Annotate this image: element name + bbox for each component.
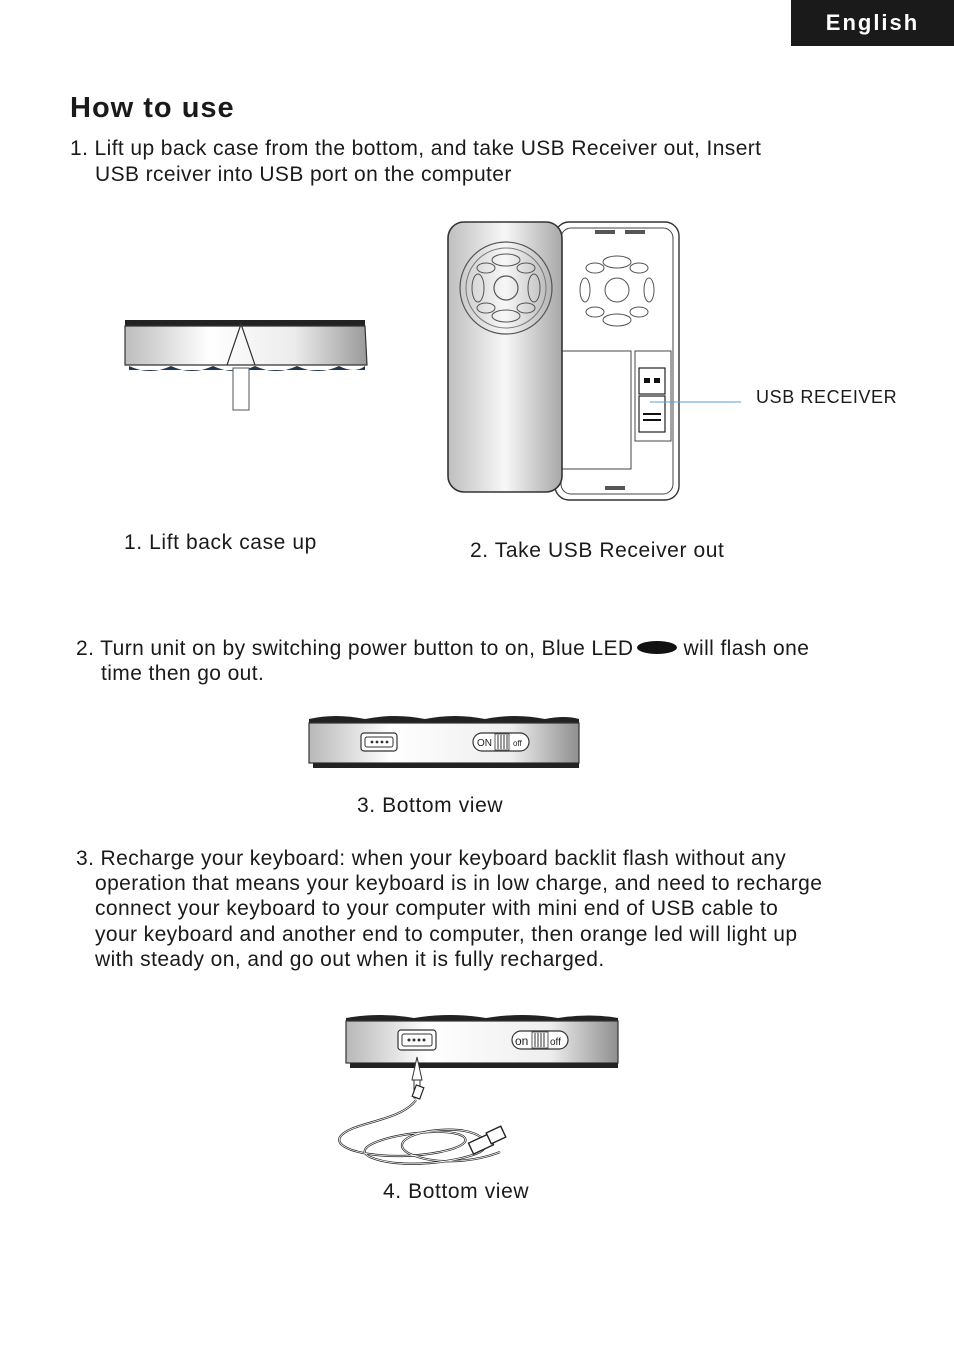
caption-bottom-view-3: 3. Bottom view	[357, 794, 504, 817]
blue-led-icon	[637, 641, 677, 654]
bottom-view-illustration	[305, 713, 585, 773]
switch-on-label: ON	[477, 738, 492, 749]
caption-lift-back-case: 1. Lift back case up	[124, 531, 317, 554]
lift-back-case-illustration	[115, 310, 375, 420]
device-back-illustration	[445, 218, 685, 508]
step3-line4: your keyboard and another end to computer, then orange led will light up	[95, 923, 798, 946]
page-title: How to use	[70, 92, 235, 124]
step3-line5: with steady on, and go out when it is fully recharged.	[95, 948, 605, 971]
language-tab: English	[791, 0, 954, 46]
step3-line2: operation that means your keyboard is in low charge, and need to recharge	[95, 872, 823, 895]
switch-off-label: off	[513, 739, 522, 748]
step2-line1	[76, 636, 809, 662]
bottom-view-charging-illustration	[330, 1012, 630, 1172]
step1-line2: USB rceiver into USB port on the computer	[95, 163, 512, 186]
step2-line1-start: 2. Turn unit on by switching power button to on, Blue LED	[76, 637, 634, 660]
caption-take-receiver: 2. Take USB Receiver out	[470, 539, 725, 562]
caption-bottom-view-4: 4. Bottom view	[383, 1180, 530, 1203]
switch-on-label-2: on	[515, 1034, 529, 1048]
step2-line1-end: will flash one	[683, 637, 810, 660]
step2-line2: time then go out.	[101, 662, 265, 685]
step3-line1: 3. Recharge your keyboard: when your keyboard backlit flash without any	[76, 847, 787, 870]
usb-receiver-label: USB RECEIVER	[756, 387, 898, 407]
switch-off-label-2: off	[550, 1037, 561, 1048]
step3-line3: connect your keyboard to your computer with mini end of USB cable to	[95, 897, 779, 920]
step1-line1: 1. Lift up back case from the bottom, and take USB Receiver out, Insert	[70, 137, 762, 160]
